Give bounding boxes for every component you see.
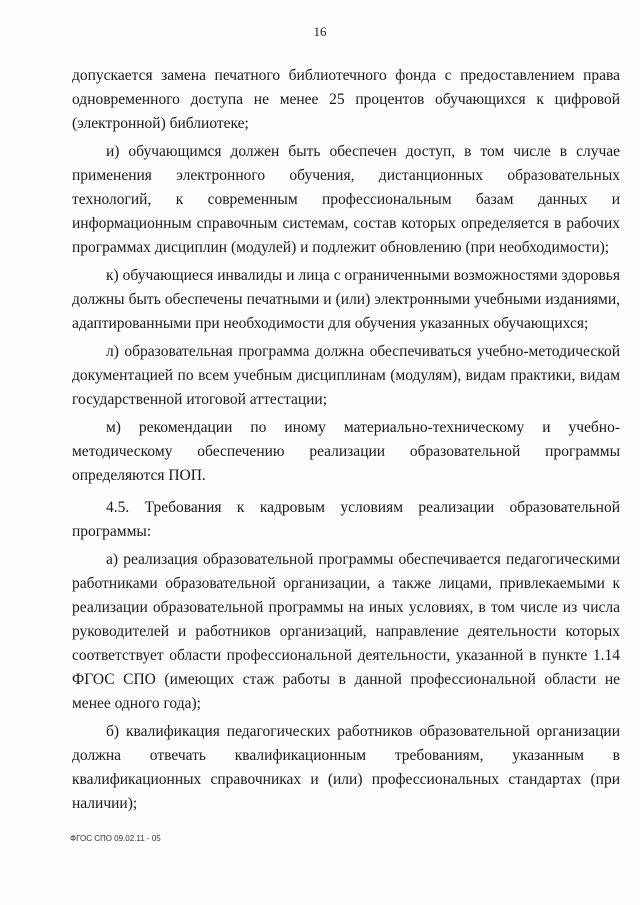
page-number: 16 [313, 24, 327, 39]
footer-code: ФГОС СПО 09.02.11 - 05 [70, 834, 161, 843]
paragraph-item-i: и) обучающимся должен быть обеспечен доступ, в том числе в случае применения электронного обучения, дистанционных образовательных технологий, к современным профессиональным базам данных и информационным справочным системам, состав которых определяется в рабочих программах дисциплин (модулей) и подлежит обновлению (при необходимости); [72, 143, 620, 256]
document-body [72, 64, 620, 820]
paragraph-item-a: а) реализация образовательной программы обеспечивается педагогическими работниками образовательной организации, а также лицами, привлекаемыми к реализации образовательной программы на иных условиях, в том числе из числа руководителей и работников организаций, направление деятельности которых соответствует области профессиональной деятельности, указанной в пункте 1.14 ФГОС СПО (имеющих стаж работы в данной профессиональной области не менее одного года); [72, 551, 620, 712]
paragraph-continuation: допускается замена печатного библиотечного фонда с предоставлением права одновременного доступа не менее 25 процентов обучающихся к цифровой (электронной) библиотеке; [72, 67, 620, 132]
paragraph-item-m: м) рекомендации по иному материально-техническому и учебно-методическому обеспечению реализации образовательной программы определяются ПОП. [72, 419, 620, 484]
paragraph-item-b: б) квалификация педагогических работников образовательной организации должна отвечать квалификационным требованиям, указанным в квалификационных справочниках и (или) профессиональных стандартах (при наличии); [72, 723, 620, 812]
paragraph-item-k: к) обучающиеся инвалиды и лица с ограниченными возможностями здоровья должны быть обеспечены печатными и (или) электронными учебными изданиями, адаптированными при необходимости для обучения указанных обучающихся; [72, 267, 620, 332]
section-heading-4-5: 4.5. Требования к кадровым условиям реализации образовательной программы: [72, 499, 620, 540]
paragraph-item-l: л) образовательная программа должна обеспечиваться учебно-методической документацией по всем учебным дисциплинам (модулям), видам практики, видам государственной итоговой аттестации; [72, 343, 620, 408]
